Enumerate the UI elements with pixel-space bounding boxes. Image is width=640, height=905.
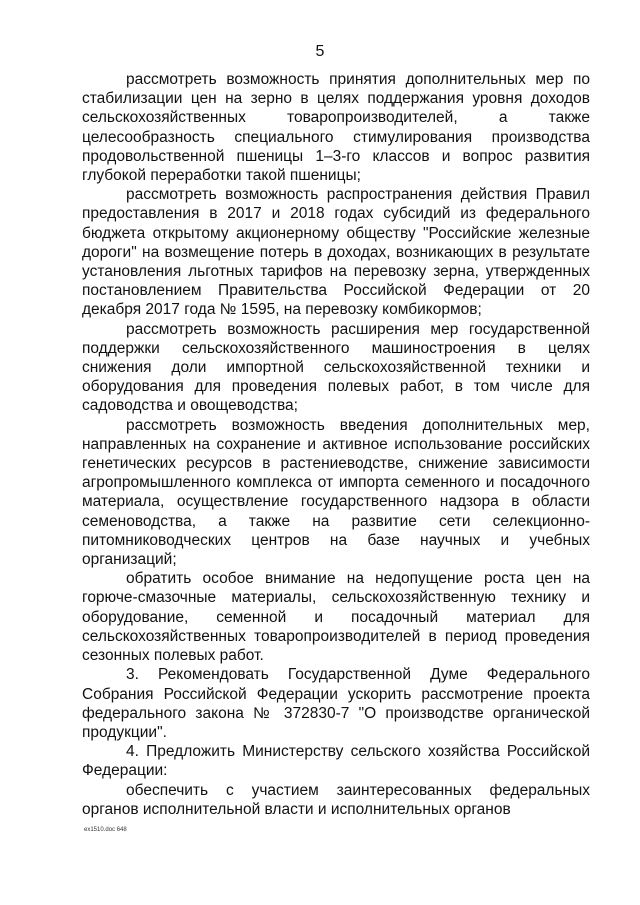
document-body [82,70,590,819]
paragraph-agricultural-machinery: рассмотреть возможность расширения мер государственной поддержки сельскохозяйственного машиностроения в целях снижения доли импортной сельскохозяйственной техники и оборудования для проведения полевых работ, в том числе для садоводства и овощеводства; [82,320,590,415]
paragraph-grain-prices: рассмотреть возможность принятия дополнительных мер по стабилизации цен на зерно в целях поддержания уровня доходов сельскохозяйственных товаропроизводителей, а также целесообразность специального стимулирования производства продовольственной пшеницы 1–3-го классов и вопрос развития глубокой переработки такой пшеницы; [82,71,590,185]
paragraph-ministry-proposal: 4. Предложить Министерству сельского хозяйства Российской Федерации: [82,743,590,780]
paragraph-fuel-prices: обратить особое внимание на недопущение роста цен на горюче-смазочные материалы, сельскохозяйственную технику и оборудование, семенной и посадочный материал для сельскохозяйственных товаропроизводителей в период проведения сезонных полевых работ. [82,570,590,665]
paragraph-ensure-participation: обеспечить с участием заинтересованных федеральных органов исполнительной власти и исполнительных органов [82,781,590,818]
paragraph-railway-subsidies: рассмотреть возможность распространения действия Правил предоставления в 2017 и 2018 годах субсидий из федерального бюджета открытому акционерному обществу "Российские железные дороги" на возмещение потерь в доходах, возникающих в результате установления льготных тарифов на перевозку зерна, утвержденных постановлением Правительства Российской Федерации от 20 декабря 2017 года № 1595, на перевозку комбикормов; [82,186,590,319]
paragraph-genetic-resources: рассмотреть возможность введения дополнительных мер, направленных на сохранение и активное использование российских генетических ресурсов в растениеводстве, снижение зависимости агропромышленного комплекса от импорта семенного и посадочного материала, осуществление государственного надзора в области семеноводства, а также на развитие сети селекционно-питомниководческих центров на базе научных и учебных организаций; [82,416,590,569]
paragraph-state-duma-recommendation: 3. Рекомендовать Государственной Думе Федерального Собрания Российской Федерации ускорить рассмотрение проекта федерального закона № 372830-7 "О производстве органической продукции". [82,666,590,741]
file-reference-footer: ex1510.doc 648 [84,827,127,833]
page-number: 5 [315,43,325,60]
